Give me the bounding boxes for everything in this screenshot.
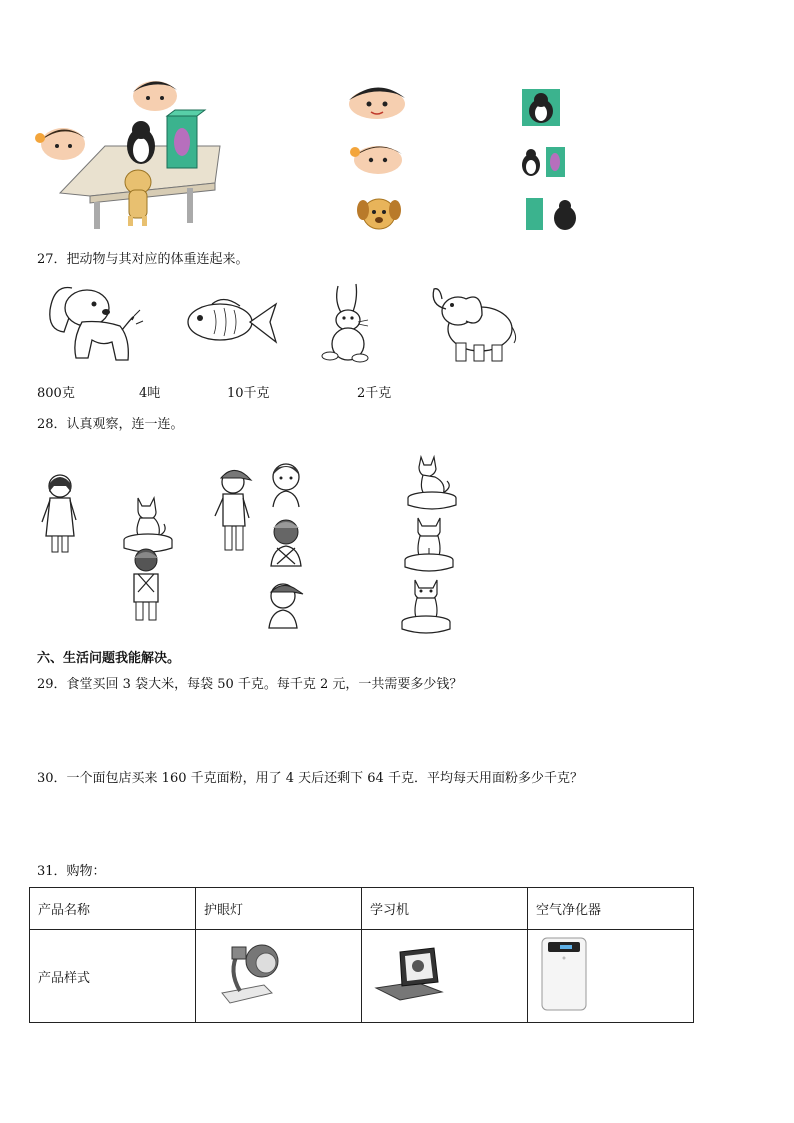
dog-drawing[interactable] [42, 280, 144, 366]
product-name-cell: 学习机 [362, 888, 528, 930]
boy-side-bust-view[interactable] [265, 580, 305, 628]
section-6-title: 六、生活问题我能解决。 [37, 651, 181, 666]
product-image-cell [528, 930, 694, 1023]
boy-face-option[interactable] [345, 82, 409, 120]
weight-label[interactable]: 800克 [37, 386, 75, 401]
penguin-and-box-view-option[interactable] [520, 145, 566, 179]
fish-drawing[interactable] [184, 292, 280, 348]
weight-label[interactable]: 2千克 [357, 386, 392, 401]
q27-prompt: 27．把动物与其对应的体重连起来。 [37, 252, 249, 267]
learning-device-image [372, 944, 444, 1004]
q28-prompt: 28．认真观察，连一连。 [37, 417, 184, 432]
product-name-cell: 护眼灯 [196, 888, 362, 930]
girl-face-option[interactable] [350, 138, 406, 176]
boy-side-figure[interactable] [211, 468, 255, 556]
q31-prompt: 31．购物： [37, 864, 106, 879]
product-table [29, 887, 694, 1023]
box-and-penguin-view-option[interactable] [526, 196, 580, 232]
penguin-front-view-option[interactable] [522, 89, 560, 126]
girl-bust-view[interactable] [267, 461, 305, 507]
table-header-cell: 产品样式 [30, 930, 196, 1023]
q26-scene-illustration [30, 78, 230, 233]
cat-side-view[interactable] [405, 453, 459, 515]
elephant-drawing[interactable] [426, 285, 518, 365]
boy-back-bust-view[interactable] [267, 518, 305, 566]
product-image-cell [362, 930, 528, 1023]
product-image-cell [196, 930, 362, 1023]
weight-label[interactable]: 4吨 [139, 386, 161, 401]
desk-lamp-image [214, 941, 290, 1007]
air-purifier-image [538, 934, 594, 1014]
q30-text: 30．一个面包店买来 160 千克面粉，用了 4 天后还剩下 64 千克．平均每天用面粉多少千克？ [37, 771, 583, 786]
dog-face-option[interactable] [355, 196, 403, 232]
table-header-cell: 产品名称 [30, 888, 196, 930]
boy-back-figure[interactable] [126, 548, 166, 624]
cat-back-view[interactable] [402, 514, 456, 576]
cat-front-view[interactable] [399, 576, 453, 636]
rabbit-drawing[interactable] [318, 282, 384, 366]
cat-on-pedestal-figure[interactable] [122, 492, 176, 554]
weight-label[interactable]: 10千克 [227, 386, 270, 401]
girl-figure[interactable] [36, 474, 82, 560]
product-name-cell: 空气净化器 [528, 888, 694, 930]
q29-text: 29．食堂买回 3 袋大米，每袋 50 千克。每千克 2 元，一共需要多少钱？ [37, 677, 463, 692]
